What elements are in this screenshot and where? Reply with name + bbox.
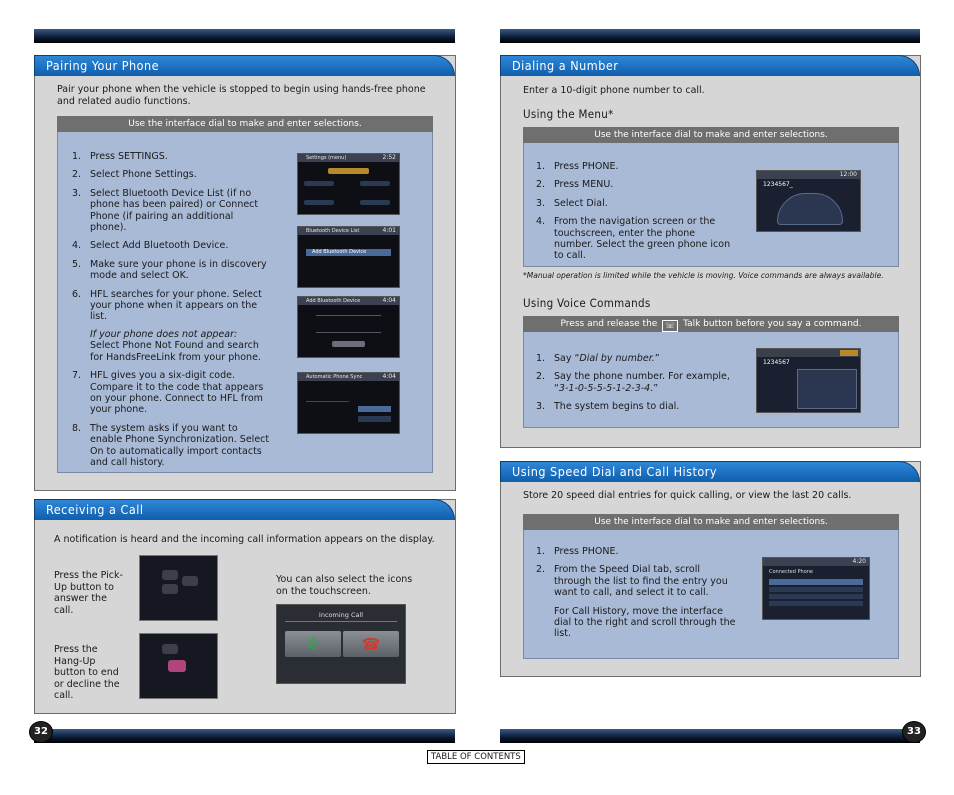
pairing-steps xyxy=(62,151,272,468)
list-item: 2. From the Speed Dial tab, scroll through the list to find the entry you want to call, and select it to call. For Call History, move the interface dial to the right and scroll through the list. xyxy=(536,564,736,640)
page-number-right: 33 xyxy=(902,721,926,743)
talk-button-icon: ☏ xyxy=(662,320,678,332)
speed-dial-screen: 4:20 Connected Phone xyxy=(762,557,870,620)
voice-bar: Press and release the ☏ Talk button before you say a command. xyxy=(523,316,899,332)
list-item: 3. Select Dial. xyxy=(536,197,608,209)
speed-bar: Use the interface dial to make and enter selections. xyxy=(523,514,899,530)
list-item: 1. Press PHONE. xyxy=(536,546,619,557)
list-item: 6. HFL searches for your phone. Select your phone when it appears on the list. If your phone does not appear: Select Phone Not Found and search for HandsFreeLink from your phone. xyxy=(72,288,262,363)
speed-title: Using Speed Dial and Call History xyxy=(500,461,920,482)
hangup-text: Press the Hang-Up button to end or decline the call. xyxy=(54,644,120,701)
list-item: 2. Press MENU. xyxy=(536,179,614,191)
incoming-call-screen: Incoming Call ✆ ☎ xyxy=(276,604,406,684)
list-item: 4. Select Add Bluetooth Device. xyxy=(72,240,229,252)
list-item: 2. Say the phone number. For example, “3-1-0-5-5-5-1-2-3-4.” xyxy=(536,371,730,394)
dialing-steps xyxy=(526,161,736,262)
list-item: 2. Select Phone Settings. xyxy=(72,169,197,181)
pairing-title: Pairing Your Phone xyxy=(34,55,455,76)
pairing-bar: Use the interface dial to make and enter selections. xyxy=(57,116,433,132)
list-item: 3. The system begins to dial. xyxy=(536,401,680,413)
decline-button[interactable] xyxy=(343,631,399,657)
receiving-intro: A notification is heard and the incoming call information appears on the display. xyxy=(54,534,435,545)
dialing-footnote: *Manual operation is limited while the vehicle is moving. Voice commands are always available. xyxy=(523,271,884,280)
add-bluetooth-screen: Add Bluetooth Device 4:04 xyxy=(297,296,400,358)
phone-sync-screen: Automatic Phone Sync 4:04 xyxy=(297,372,400,434)
dialing-bar: Use the interface dial to make and enter selections. xyxy=(523,127,899,143)
voice-steps xyxy=(526,353,736,413)
right-bottom-bar xyxy=(500,729,920,743)
note-text: Select Phone Not Found and search for HandsFreeLink from your phone. xyxy=(90,340,261,363)
table-of-contents-link[interactable]: TABLE OF CONTENTS xyxy=(427,750,525,764)
touchscreen-text: You can also select the icons on the touchscreen. xyxy=(276,574,413,597)
dial-screen: 12:00 1234567_ xyxy=(756,170,861,232)
voice-dial-screen: 1234567 xyxy=(756,348,861,413)
call-history-note: For Call History, move the interface dial to the right and scroll through the list. xyxy=(554,605,736,640)
answer-button[interactable] xyxy=(285,631,341,657)
list-item: 1. Press SETTINGS. xyxy=(72,151,168,162)
dialing-intro: Enter a 10-digit phone number to call. xyxy=(523,85,705,96)
page-number-left: 32 xyxy=(29,721,53,743)
hangup-button-image xyxy=(139,633,218,699)
speed-steps xyxy=(526,546,736,640)
dialing-title: Dialing a Number xyxy=(500,55,920,76)
settings-screen: Settings (menu) 2:52 xyxy=(297,153,400,215)
phone-hangup-icon: ☎ xyxy=(361,635,381,653)
list-item: 1. Say “Dial by number.” xyxy=(536,353,660,364)
pickup-text: Press the Pick-Up button to answer the call. xyxy=(54,570,123,616)
phone-answer-icon: ✆ xyxy=(306,635,320,653)
using-menu-heading: Using the Menu* xyxy=(523,107,614,121)
list-item: 3. Select Bluetooth Device List (if no phone has been paired) or Connect Phone (if pairing an additional phone). xyxy=(72,187,259,234)
list-item: 8. The system asks if you want to enable Phone Synchronization. Select On to automatically import contacts and call history. xyxy=(72,422,270,468)
receiving-title: Receiving a Call xyxy=(34,499,455,520)
list-item: 5. Make sure your phone is in discovery mode and select OK. xyxy=(72,258,267,282)
speed-intro: Store 20 speed dial entries for quick calling, or view the last 20 calls. xyxy=(523,490,852,501)
list-item: 1. Press PHONE. xyxy=(536,161,619,172)
left-bottom-bar xyxy=(34,729,455,743)
bluetooth-list-screen: Bluetooth Device List 4:01 Add Bluetooth Device xyxy=(297,226,400,288)
list-item: 7. HFL gives you a six-digit code. Compare it to the code that appears on your phone. Connect to HFL from your phone. xyxy=(72,370,264,416)
list-item: 4. From the navigation screen or the touchscreen, enter the phone number. Select the green phone icon to call. xyxy=(536,216,731,262)
left-top-bar xyxy=(34,29,455,43)
note-italic: If your phone does not appear: xyxy=(90,328,238,340)
right-top-bar xyxy=(500,29,920,43)
pickup-button-image xyxy=(139,555,218,621)
pairing-intro: Pair your phone when the vehicle is stopped to begin using hands-free phone and related audio functions. xyxy=(57,84,426,107)
voice-heading: Using Voice Commands xyxy=(523,296,651,310)
